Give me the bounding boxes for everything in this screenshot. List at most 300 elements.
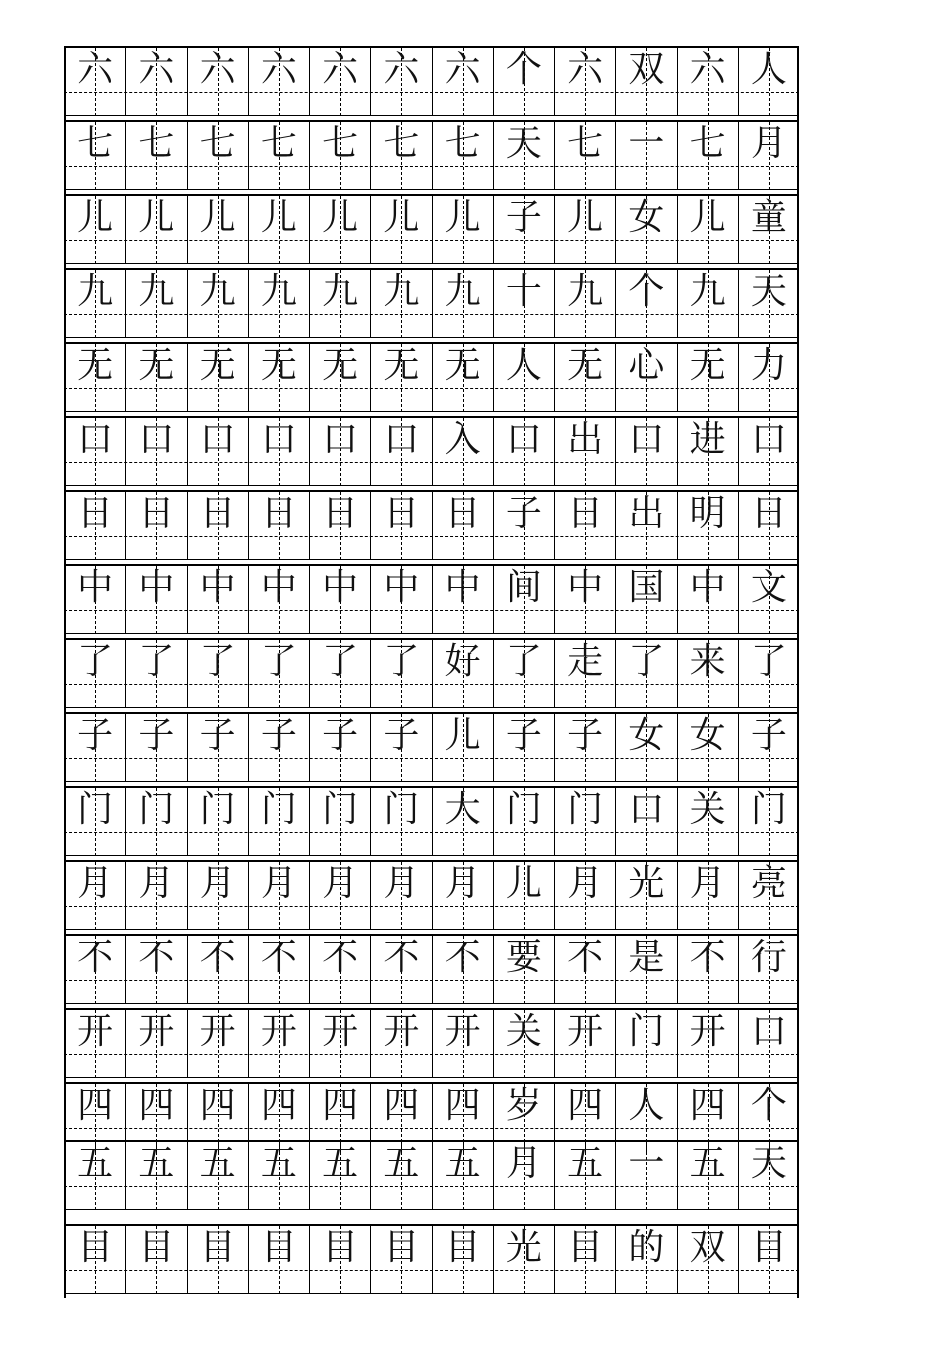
- practice-cell: [493, 788, 554, 856]
- practice-character: 月: [260, 863, 297, 904]
- practice-cell: [248, 48, 309, 116]
- practice-cell: [248, 640, 309, 708]
- practice-character: 口: [628, 789, 665, 830]
- practice-character: 四: [383, 1085, 420, 1126]
- practice-character: 无: [77, 345, 114, 386]
- practice-character: 子: [77, 715, 114, 756]
- practice-character: 了: [138, 641, 175, 682]
- practice-cell: [738, 788, 799, 856]
- practice-character: 九: [199, 271, 236, 312]
- practice-cell: [738, 270, 799, 338]
- practice-character: 子: [322, 715, 359, 756]
- practice-cell: [309, 1226, 370, 1294]
- practice-cell: [309, 418, 370, 486]
- practice-row: [64, 860, 799, 930]
- practice-cell: [64, 418, 125, 486]
- practice-character: 了: [628, 641, 665, 682]
- practice-cell: [615, 1226, 676, 1294]
- practice-row: [64, 490, 799, 560]
- practice-character: 行: [750, 937, 787, 978]
- practice-cell: [64, 566, 125, 634]
- practice-cell: [370, 1142, 431, 1210]
- practice-cell: [64, 270, 125, 338]
- practice-character: 无: [322, 345, 359, 386]
- practice-cell: [493, 1142, 554, 1210]
- practice-character: 口: [138, 419, 175, 460]
- practice-cell: [615, 122, 676, 190]
- practice-cell: [738, 714, 799, 782]
- practice-character: 子: [505, 197, 542, 238]
- practice-cell: [125, 270, 186, 338]
- practice-character: 目: [567, 1227, 604, 1268]
- practice-character: 门: [138, 789, 175, 830]
- practice-cell: [187, 1142, 248, 1210]
- practice-cell: [370, 344, 431, 412]
- practice-cell: [493, 492, 554, 560]
- practice-cell: [187, 788, 248, 856]
- practice-cell: [615, 566, 676, 634]
- practice-cell: [493, 862, 554, 930]
- practice-cell: [370, 714, 431, 782]
- practice-cell: [187, 122, 248, 190]
- practice-cell: [187, 1010, 248, 1078]
- practice-row: [64, 564, 799, 634]
- practice-character: 不: [567, 937, 604, 978]
- practice-character: 开: [444, 1011, 481, 1052]
- practice-character: 子: [383, 715, 420, 756]
- practice-character: 双: [628, 49, 665, 90]
- practice-character: 关: [689, 789, 726, 830]
- practice-character: 四: [138, 1085, 175, 1126]
- practice-cell: [554, 344, 615, 412]
- practice-cell: [615, 48, 676, 116]
- practice-cell: [554, 270, 615, 338]
- practice-cell: [64, 936, 125, 1004]
- practice-character: 开: [199, 1011, 236, 1052]
- practice-cell: [677, 1010, 738, 1078]
- practice-row: [64, 1082, 799, 1142]
- practice-cell: [554, 196, 615, 264]
- practice-character: 不: [77, 937, 114, 978]
- practice-cell: [554, 1226, 615, 1294]
- practice-character: 四: [322, 1085, 359, 1126]
- practice-cell: [615, 936, 676, 1004]
- practice-row: [64, 46, 799, 116]
- practice-cell: [187, 640, 248, 708]
- practice-character: 儿: [322, 197, 359, 238]
- practice-character: 无: [567, 345, 604, 386]
- practice-character: 日: [260, 493, 297, 534]
- practice-cell: [187, 344, 248, 412]
- practice-cell: [248, 1010, 309, 1078]
- practice-character: 七: [689, 123, 726, 164]
- practice-cell: [677, 344, 738, 412]
- practice-character: 开: [77, 1011, 114, 1052]
- practice-cell: [64, 1010, 125, 1078]
- practice-character: 子: [138, 715, 175, 756]
- practice-cell: [738, 1142, 799, 1210]
- practice-character: 日: [199, 493, 236, 534]
- practice-cell: [248, 714, 309, 782]
- practice-row: [64, 342, 799, 412]
- practice-cell: [309, 566, 370, 634]
- practice-cell: [187, 196, 248, 264]
- practice-character: 六: [689, 49, 726, 90]
- practice-cell: [615, 492, 676, 560]
- practice-cell: [64, 862, 125, 930]
- practice-cell: [125, 862, 186, 930]
- practice-character: 个: [628, 271, 665, 312]
- practice-character: 儿: [199, 197, 236, 238]
- practice-cell: [554, 640, 615, 708]
- practice-cell: [370, 640, 431, 708]
- practice-cell: [64, 196, 125, 264]
- practice-character: 了: [77, 641, 114, 682]
- practice-character: 个: [750, 1085, 787, 1126]
- practice-character: 个: [505, 49, 542, 90]
- practice-character: 四: [199, 1085, 236, 1126]
- practice-character: 开: [383, 1011, 420, 1052]
- practice-cell: [309, 270, 370, 338]
- practice-character: 日: [750, 493, 787, 534]
- practice-sheet: [64, 46, 799, 1298]
- practice-cell: [370, 418, 431, 486]
- practice-cell: [738, 48, 799, 116]
- practice-cell: [309, 1010, 370, 1078]
- practice-cell: [309, 714, 370, 782]
- practice-character: 不: [444, 937, 481, 978]
- practice-character: 儿: [567, 197, 604, 238]
- practice-cell: [493, 566, 554, 634]
- practice-character: 儿: [138, 197, 175, 238]
- practice-cell: [738, 936, 799, 1004]
- practice-character: 七: [138, 123, 175, 164]
- practice-character: 童: [750, 197, 787, 238]
- practice-cell: [493, 714, 554, 782]
- practice-cell: [370, 566, 431, 634]
- practice-cell: [738, 122, 799, 190]
- practice-character: 九: [77, 271, 114, 312]
- practice-character: 中: [138, 567, 175, 608]
- practice-character: 不: [199, 937, 236, 978]
- practice-character: 口: [322, 419, 359, 460]
- practice-character: 目: [138, 1227, 175, 1268]
- practice-character: 开: [567, 1011, 604, 1052]
- practice-character: 四: [260, 1085, 297, 1126]
- practice-cell: [615, 862, 676, 930]
- practice-cell: [493, 344, 554, 412]
- practice-cell: [738, 492, 799, 560]
- practice-cell: [554, 1142, 615, 1210]
- practice-cell: [125, 196, 186, 264]
- practice-character: 五: [138, 1143, 175, 1184]
- practice-character: 中: [260, 567, 297, 608]
- practice-cell: [370, 788, 431, 856]
- practice-character: 双: [689, 1227, 726, 1268]
- practice-cell: [677, 418, 738, 486]
- practice-character: 明: [689, 493, 726, 534]
- practice-row: [64, 268, 799, 338]
- practice-character: 门: [322, 789, 359, 830]
- practice-character: 不: [383, 937, 420, 978]
- practice-cell: [187, 566, 248, 634]
- practice-character: 开: [260, 1011, 297, 1052]
- practice-character: 子: [505, 493, 542, 534]
- practice-cell: [370, 936, 431, 1004]
- practice-cell: [370, 270, 431, 338]
- practice-character: 四: [567, 1085, 604, 1126]
- practice-cell: [309, 344, 370, 412]
- practice-cell: [248, 1142, 309, 1210]
- practice-cell: [125, 566, 186, 634]
- practice-cell: [125, 1226, 186, 1294]
- practice-character: 六: [199, 49, 236, 90]
- practice-row: [64, 712, 799, 782]
- practice-character: 来: [689, 641, 726, 682]
- practice-character: 中: [444, 567, 481, 608]
- practice-cell: [125, 936, 186, 1004]
- practice-character: 儿: [505, 863, 542, 904]
- practice-cell: [309, 48, 370, 116]
- practice-character: 七: [199, 123, 236, 164]
- practice-character: 无: [138, 345, 175, 386]
- practice-cell: [738, 418, 799, 486]
- practice-character: 门: [77, 789, 114, 830]
- practice-character: 女: [689, 715, 726, 756]
- practice-cell: [248, 862, 309, 930]
- practice-cell: [309, 492, 370, 560]
- practice-row: [64, 416, 799, 486]
- practice-character: 五: [444, 1143, 481, 1184]
- practice-cell: [64, 344, 125, 412]
- practice-cell: [370, 196, 431, 264]
- practice-character: 是: [628, 937, 665, 978]
- practice-cell: [309, 122, 370, 190]
- practice-character: 七: [77, 123, 114, 164]
- practice-character: 月: [322, 863, 359, 904]
- practice-cell: [64, 1226, 125, 1294]
- practice-cell: [615, 640, 676, 708]
- practice-cell: [125, 492, 186, 560]
- practice-character: 不: [260, 937, 297, 978]
- practice-cell: [738, 1226, 799, 1294]
- practice-character: 九: [138, 271, 175, 312]
- practice-character: 月: [138, 863, 175, 904]
- practice-row: [64, 194, 799, 264]
- practice-cell: [125, 344, 186, 412]
- practice-cell: [677, 48, 738, 116]
- practice-character: 国: [628, 567, 665, 608]
- practice-character: 四: [444, 1085, 481, 1126]
- practice-character: 了: [322, 641, 359, 682]
- practice-cell: [248, 492, 309, 560]
- practice-cell: [677, 1142, 738, 1210]
- practice-cell: [309, 788, 370, 856]
- practice-character: 门: [567, 789, 604, 830]
- practice-character: 九: [322, 271, 359, 312]
- practice-cell: [677, 936, 738, 1004]
- practice-cell: [432, 862, 493, 930]
- practice-row: [64, 1224, 799, 1294]
- practice-cell: [309, 1142, 370, 1210]
- practice-cell: [615, 788, 676, 856]
- practice-character: 日: [383, 493, 420, 534]
- practice-character: 中: [199, 567, 236, 608]
- practice-cell: [432, 788, 493, 856]
- practice-character: 六: [260, 49, 297, 90]
- practice-cell: [432, 344, 493, 412]
- practice-cell: [125, 418, 186, 486]
- practice-cell: [187, 936, 248, 1004]
- practice-character: 子: [199, 715, 236, 756]
- practice-character: 儿: [383, 197, 420, 238]
- practice-cell: [64, 48, 125, 116]
- practice-cell: [615, 344, 676, 412]
- practice-row: [64, 1140, 799, 1210]
- practice-character: 月: [444, 863, 481, 904]
- practice-cell: [493, 122, 554, 190]
- practice-character: 间: [505, 567, 542, 608]
- practice-character: 儿: [444, 197, 481, 238]
- practice-cell: [615, 270, 676, 338]
- practice-character: 儿: [260, 197, 297, 238]
- practice-character: 六: [322, 49, 359, 90]
- practice-cell: [493, 418, 554, 486]
- practice-cell: [187, 1226, 248, 1294]
- practice-character: 九: [444, 271, 481, 312]
- practice-character: 无: [444, 345, 481, 386]
- practice-cell: [615, 196, 676, 264]
- practice-cell: [309, 862, 370, 930]
- practice-character: 光: [628, 863, 665, 904]
- practice-character: 口: [260, 419, 297, 460]
- practice-character: 月: [383, 863, 420, 904]
- practice-character: 中: [567, 567, 604, 608]
- practice-cell: [370, 862, 431, 930]
- practice-character: 门: [628, 1011, 665, 1052]
- practice-cell: [248, 1226, 309, 1294]
- practice-cell: [64, 1142, 125, 1210]
- practice-cell: [432, 122, 493, 190]
- practice-character: 了: [750, 641, 787, 682]
- practice-cell: [248, 344, 309, 412]
- practice-character: 中: [322, 567, 359, 608]
- practice-cell: [493, 1010, 554, 1078]
- practice-cell: [125, 640, 186, 708]
- practice-character: 目: [383, 1227, 420, 1268]
- practice-character: 门: [505, 789, 542, 830]
- practice-character: 口: [77, 419, 114, 460]
- practice-cell: [738, 640, 799, 708]
- practice-cell: [309, 640, 370, 708]
- practice-character: 日: [322, 493, 359, 534]
- practice-cell: [493, 196, 554, 264]
- practice-cell: [64, 714, 125, 782]
- practice-character: 了: [260, 641, 297, 682]
- practice-character: 九: [689, 271, 726, 312]
- practice-character: 女: [628, 197, 665, 238]
- practice-character: 无: [260, 345, 297, 386]
- practice-cell: [677, 788, 738, 856]
- practice-character: 目: [199, 1227, 236, 1268]
- practice-cell: [677, 196, 738, 264]
- practice-cell: [125, 1010, 186, 1078]
- practice-cell: [187, 714, 248, 782]
- practice-character: 进: [689, 419, 726, 460]
- practice-cell: [554, 122, 615, 190]
- practice-character: 日: [444, 493, 481, 534]
- practice-character: 中: [383, 567, 420, 608]
- practice-character: 目: [77, 1227, 114, 1268]
- practice-character: 一: [628, 123, 665, 164]
- practice-character: 七: [567, 123, 604, 164]
- practice-character: 六: [138, 49, 175, 90]
- practice-cell: [554, 48, 615, 116]
- practice-character: 日: [567, 493, 604, 534]
- practice-character: 月: [689, 863, 726, 904]
- practice-character: 五: [260, 1143, 297, 1184]
- practice-cell: [677, 492, 738, 560]
- practice-cell: [738, 1010, 799, 1078]
- practice-cell: [493, 48, 554, 116]
- practice-cell: [738, 566, 799, 634]
- practice-character: 口: [628, 419, 665, 460]
- practice-cell: [554, 936, 615, 1004]
- practice-character: 六: [444, 49, 481, 90]
- practice-character: 不: [322, 937, 359, 978]
- practice-cell: [615, 714, 676, 782]
- practice-character: 了: [505, 641, 542, 682]
- practice-cell: [432, 1010, 493, 1078]
- practice-character: 人: [505, 345, 542, 386]
- practice-character: 无: [689, 345, 726, 386]
- practice-cell: [554, 788, 615, 856]
- practice-character: 光: [505, 1227, 542, 1268]
- practice-character: 五: [567, 1143, 604, 1184]
- practice-character: 口: [505, 419, 542, 460]
- practice-character: 儿: [77, 197, 114, 238]
- practice-character: 月: [505, 1143, 542, 1184]
- practice-cell: [554, 862, 615, 930]
- practice-cell: [554, 1010, 615, 1078]
- practice-cell: [64, 640, 125, 708]
- practice-cell: [677, 122, 738, 190]
- practice-cell: [309, 196, 370, 264]
- practice-cell: [248, 936, 309, 1004]
- practice-character: 月: [199, 863, 236, 904]
- practice-cell: [64, 492, 125, 560]
- practice-character: 要: [505, 937, 542, 978]
- practice-cell: [738, 862, 799, 930]
- practice-character: 亮: [750, 863, 787, 904]
- practice-cell: [677, 862, 738, 930]
- practice-cell: [248, 122, 309, 190]
- practice-character: 人: [628, 1085, 665, 1126]
- practice-cell: [187, 862, 248, 930]
- practice-cell: [554, 418, 615, 486]
- practice-character: 了: [199, 641, 236, 682]
- practice-character: 走: [567, 641, 604, 682]
- practice-character: 人: [750, 49, 787, 90]
- practice-character: 日: [77, 493, 114, 534]
- practice-character: 月: [750, 123, 787, 164]
- practice-cell: [432, 1226, 493, 1294]
- practice-character: 中: [689, 567, 726, 608]
- practice-cell: [64, 788, 125, 856]
- practice-character: 日: [138, 493, 175, 534]
- practice-cell: [432, 714, 493, 782]
- practice-cell: [432, 492, 493, 560]
